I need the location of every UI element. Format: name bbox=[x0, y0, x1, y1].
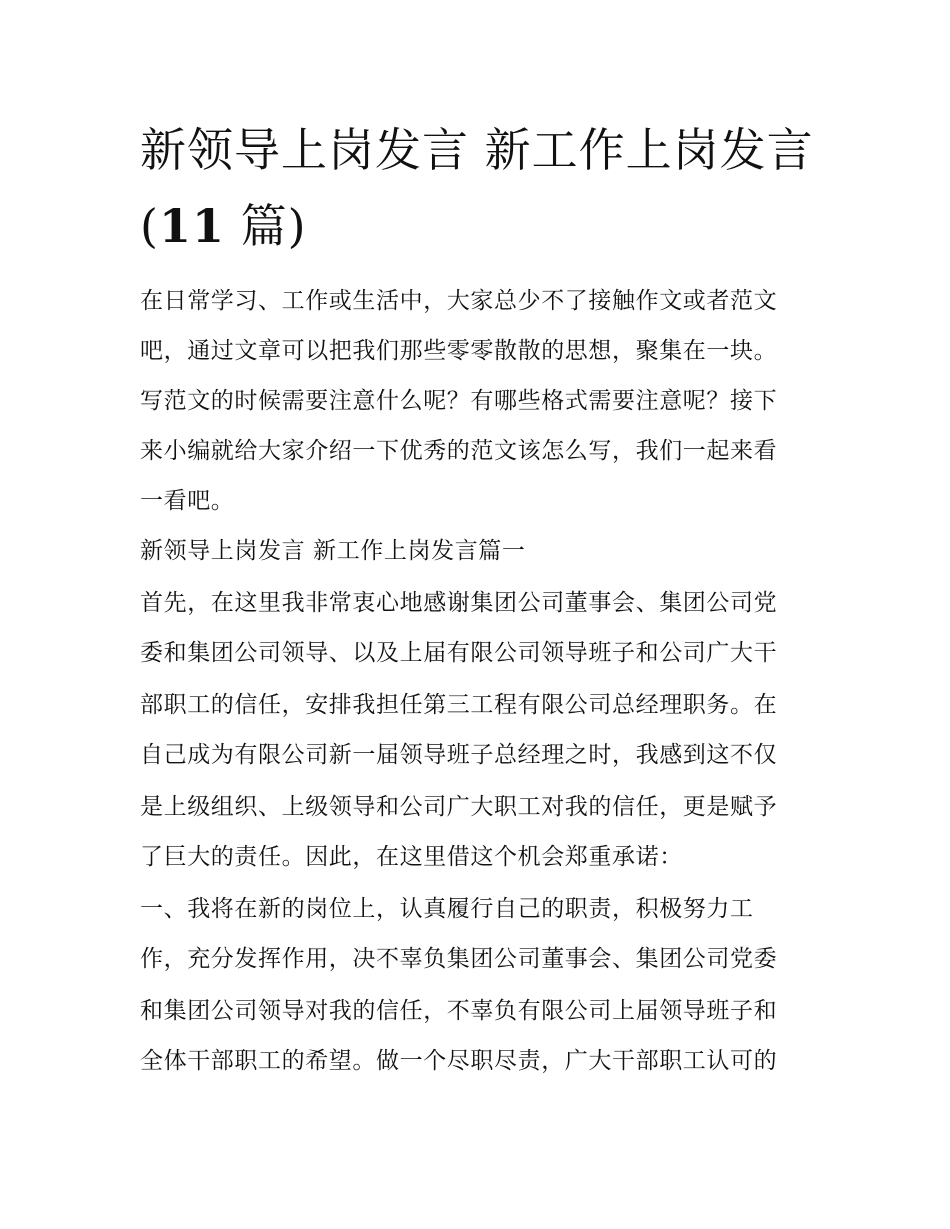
body-line: 一看吧。 bbox=[140, 488, 235, 514]
section-heading: 新领导上岗发言 新工作上岗发言篇一 bbox=[140, 538, 526, 564]
document-title bbox=[140, 112, 820, 264]
body-line: 了巨大的责任。因此，在这里借这个机会郑重承诺： bbox=[140, 844, 683, 870]
body-line: 在日常学习、工作或生活中，大家总少不了接触作文或者范文 bbox=[140, 288, 778, 314]
body-line: 和集团公司领导对我的信任，不辜负有限公司上届领导班子和 bbox=[140, 998, 778, 1024]
body-line: 全体干部职工的希望。做一个尽职尽责，广大干部职工认可的 bbox=[140, 1048, 778, 1074]
body-line: 部职工的信任，安排我担任第三工程有限公司总经理职务。在 bbox=[140, 692, 778, 718]
body-line: 作，充分发挥作用，决不辜负集团公司董事会、集团公司党委 bbox=[140, 946, 778, 972]
body-line: 自己成为有限公司新一届领导班子总经理之时，我感到这不仅 bbox=[140, 742, 778, 768]
body-line: 一、我将在新的岗位上，认真履行自己的职责，积极努力工 bbox=[140, 896, 754, 922]
body-line: 来小编就给大家介绍一下优秀的范文该怎么写，我们一起来看 bbox=[140, 438, 778, 464]
title-count: 11 bbox=[158, 199, 225, 253]
title-text: 新领导上岗发言 新工作上岗发言( bbox=[140, 123, 814, 253]
body-line: 吧，通过文章可以把我们那些零零散散的思想，聚集在一块。 bbox=[140, 338, 778, 364]
body-line: 写范文的时候需要注意什么呢？有哪些格式需要注意呢？接下 bbox=[140, 388, 778, 414]
body-line: 是上级组织、上级领导和公司广大职工对我的信任，更是赋予 bbox=[140, 794, 778, 820]
title-suffix: 篇) bbox=[224, 199, 307, 253]
body-line: 首先，在这里我非常衷心地感谢集团公司董事会、集团公司党 bbox=[140, 590, 778, 616]
body-line: 委和集团公司领导、以及上届有限公司领导班子和公司广大干 bbox=[140, 640, 778, 666]
